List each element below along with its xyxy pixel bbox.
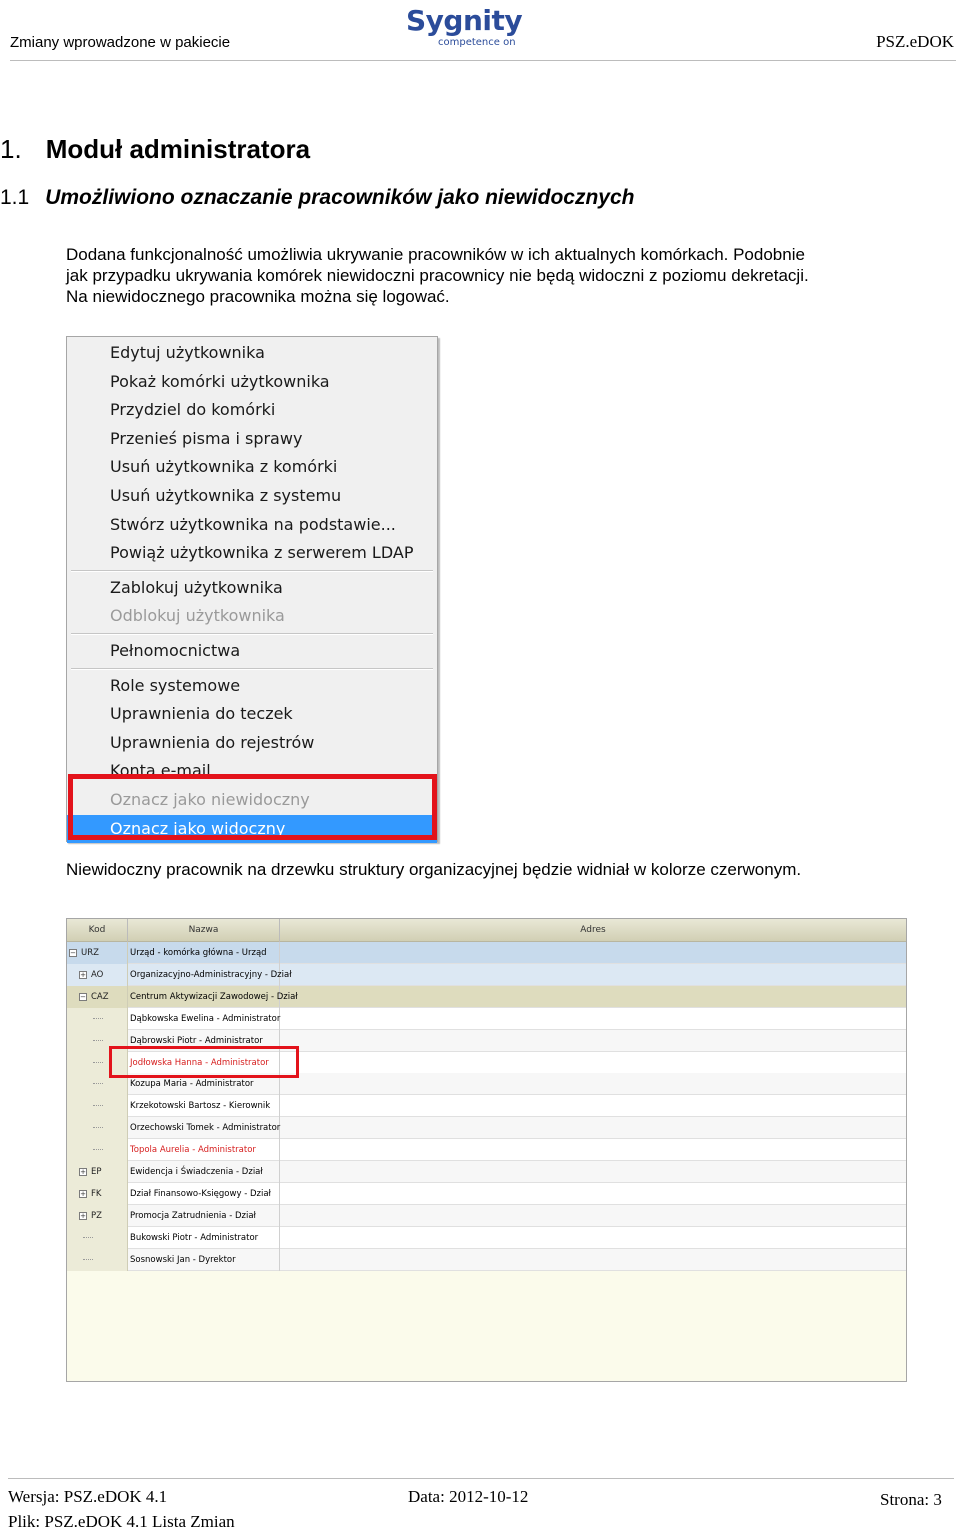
tree-connector-icon: [93, 1018, 103, 1019]
tree-row[interactable]: [67, 1117, 906, 1139]
menu-item[interactable]: Usuń użytkownika z komórki: [110, 457, 338, 477]
kod-cell: [67, 964, 128, 986]
tree-connector-icon: [83, 1237, 93, 1238]
tree-row[interactable]: [67, 1139, 906, 1161]
tree-row[interactable]: [67, 1205, 906, 1227]
nazwa-cell: Centrum Aktywizacji Zawodowej - Dział: [128, 986, 280, 1008]
tree-row[interactable]: [67, 1183, 906, 1205]
adres-cell: [280, 1073, 906, 1095]
kod-cell: [67, 1095, 128, 1117]
section-number: 1.: [0, 134, 22, 164]
column-header-nazwa[interactable]: Nazwa: [128, 919, 280, 942]
adres-cell: [280, 1249, 906, 1271]
row-code: EP: [91, 1167, 102, 1177]
logo-word: Sygnity: [406, 4, 523, 37]
tree-connector-icon: [93, 1127, 103, 1128]
tree-connector-icon: [93, 1062, 103, 1063]
kod-cell: [67, 942, 128, 964]
menu-item[interactable]: Powiąż użytkownika z serwerem LDAP: [110, 543, 414, 563]
adres-cell: [280, 986, 906, 1008]
kod-cell: [67, 1227, 128, 1249]
nazwa-cell: Urząd - komórka główna - Urząd: [128, 942, 280, 964]
subsection-heading: [0, 186, 634, 210]
nazwa-cell: Organizacyjno-Administracyjny - Dział: [128, 964, 280, 986]
menu-item[interactable]: Pełnomocnictwa: [110, 641, 241, 660]
menu-item: Oznacz jako niewidoczny: [110, 790, 310, 809]
tree-connector-icon: [93, 1040, 103, 1041]
footer-page: Strona: 3: [880, 1490, 942, 1509]
row-code: URZ: [81, 948, 99, 958]
menu-item[interactable]: Uprawnienia do teczek: [110, 704, 293, 724]
kod-cell: [67, 1183, 128, 1205]
adres-cell: [280, 1117, 906, 1139]
kod-cell: [67, 1008, 128, 1030]
adres-cell: [280, 1183, 906, 1205]
nazwa-cell: Topola Aurelia - Administrator: [128, 1139, 280, 1161]
menu-separator: [71, 570, 433, 572]
header-divider: [10, 60, 956, 61]
kod-cell: [67, 1249, 128, 1271]
footer-divider: [8, 1478, 954, 1479]
highlight-box-tree: [109, 1046, 299, 1078]
adres-cell: [280, 942, 906, 964]
paragraph-line: Na niewidocznego pracownika można się logować.: [66, 287, 450, 306]
menu-item[interactable]: Przydziel do komórki: [110, 400, 276, 420]
menu-item[interactable]: Uprawnienia do rejestrów: [110, 732, 315, 752]
tree-row[interactable]: [67, 1227, 906, 1249]
highlight-box: [68, 774, 437, 840]
adres-cell: [280, 1052, 906, 1074]
nazwa-cell: Kozupa Maria - Administrator: [128, 1073, 280, 1095]
nazwa-cell: Dąbkowska Ewelina - Administrator: [128, 1008, 280, 1030]
menu-item[interactable]: Stwórz użytkownika na podstawie...: [110, 514, 396, 534]
nazwa-cell: Bukowski Piotr - Administrator: [128, 1227, 280, 1249]
menu-item[interactable]: Role systemowe: [110, 675, 241, 695]
nazwa-cell: Jodłowska Hanna - Administrator: [128, 1052, 280, 1074]
grid-header: [67, 919, 906, 942]
column-header-kod[interactable]: Kod: [67, 919, 128, 942]
menu-item[interactable]: Pokaż komórki użytkownika: [110, 371, 330, 391]
tree-row[interactable]: [67, 964, 906, 986]
tree-connector-icon: [93, 1105, 103, 1106]
menu-item[interactable]: Usuń użytkownika z systemu: [110, 486, 342, 505]
menu-item[interactable]: Oznacz jako widoczny: [67, 815, 437, 843]
nazwa-cell: Orzechowski Tomek - Administrator: [128, 1117, 280, 1139]
tree-caption: Niewidoczny pracownik na drzewku struktury organizacyjnej będzie widniał w kolorze czerwonym.: [66, 860, 802, 879]
adres-cell: [280, 1205, 906, 1227]
header-left-text: Zmiany wprowadzone w pakiecie: [10, 34, 231, 51]
section-heading: [0, 134, 310, 165]
menu-item[interactable]: Zablokuj użytkownika: [110, 577, 283, 597]
nazwa-cell: Promocja Zatrudnienia - Dział: [128, 1205, 280, 1227]
kod-cell: [67, 1161, 128, 1183]
tree-row[interactable]: [67, 986, 906, 1008]
adres-cell: [280, 1139, 906, 1161]
tree-row[interactable]: [67, 1095, 906, 1117]
adres-cell: [280, 1227, 906, 1249]
collapse-icon[interactable]: −: [70, 949, 76, 957]
adres-cell: [280, 1095, 906, 1117]
nazwa-cell: Krzekotowski Bartosz - Kierownik: [128, 1095, 280, 1117]
expand-icon[interactable]: +: [80, 1189, 86, 1198]
sygnity-logo: [404, 4, 523, 54]
nazwa-cell: Dział Finansowo-Księgowy - Dział: [128, 1183, 280, 1205]
kod-cell: [67, 1139, 128, 1161]
kod-cell: [67, 1117, 128, 1139]
footer-version: Wersja: PSZ.eDOK 4.1: [8, 1487, 168, 1506]
kod-cell: [67, 986, 128, 1008]
expand-icon[interactable]: +: [80, 1211, 86, 1220]
adres-cell: [280, 1008, 906, 1030]
paragraph-line: Dodana funkcjonalność umożliwia ukrywanie pracowników w ich aktualnych komórkach. Podobnie: [66, 245, 805, 264]
tree-row[interactable]: [67, 942, 906, 964]
paragraph-line: jak przypadku ukrywania komórek niewidoczni pracownicy nie będą widoczni z poziomu dekretacji.: [66, 266, 809, 285]
menu-separator: [71, 633, 433, 635]
menu-item[interactable]: Edytuj użytkownika: [110, 343, 265, 362]
expand-icon[interactable]: +: [80, 1168, 86, 1176]
menu-item: Odblokuj użytkownika: [110, 606, 285, 626]
context-menu: [66, 336, 438, 842]
tree-connector-icon: [93, 1083, 103, 1084]
tree-connector-icon: [93, 1149, 103, 1150]
expand-icon[interactable]: +: [80, 970, 86, 979]
row-code: FK: [91, 1188, 102, 1199]
adres-cell: [280, 1030, 906, 1052]
kod-cell: [67, 1205, 128, 1227]
tree-row[interactable]: [67, 1008, 906, 1030]
row-code: PZ: [91, 1210, 102, 1221]
nazwa-cell: Sosnowski Jan - Dyrektor: [128, 1249, 280, 1271]
section-title: Moduł administratora: [45, 134, 311, 164]
nazwa-cell: Dąbrowski Piotr - Administrator: [128, 1030, 280, 1052]
row-code: CAZ: [91, 991, 109, 1002]
tree-row[interactable]: [67, 1161, 906, 1183]
tree-row[interactable]: [67, 1249, 906, 1271]
subsection-number: 1.1: [0, 186, 30, 209]
row-code: AO: [91, 969, 104, 980]
menu-separator: [71, 668, 433, 670]
adres-cell: [280, 1161, 906, 1183]
menu-item[interactable]: Konta e-mail: [110, 761, 211, 781]
subsection-title: Umożliwiono oznaczanie pracowników jako niewidocznych: [45, 186, 635, 209]
logo-subtitle: competence on: [438, 37, 516, 48]
footer-date: Data: 2012-10-12: [408, 1487, 529, 1506]
footer-file: Plik: PSZ.eDOK 4.1 Lista Zmian: [8, 1512, 235, 1531]
collapse-icon[interactable]: −: [80, 992, 86, 1001]
nazwa-cell: Ewidencja i Świadczenia - Dział: [128, 1161, 280, 1183]
column-header-adres[interactable]: Adres: [580, 925, 606, 935]
description-paragraph: [66, 244, 926, 307]
org-tree-grid: [66, 918, 907, 1382]
tree-connector-icon: [83, 1259, 93, 1260]
adres-cell: [280, 964, 906, 986]
header-right-text: PSZ.eDOK: [876, 32, 954, 51]
menu-item[interactable]: Przenieś pisma i sprawy: [110, 428, 303, 448]
